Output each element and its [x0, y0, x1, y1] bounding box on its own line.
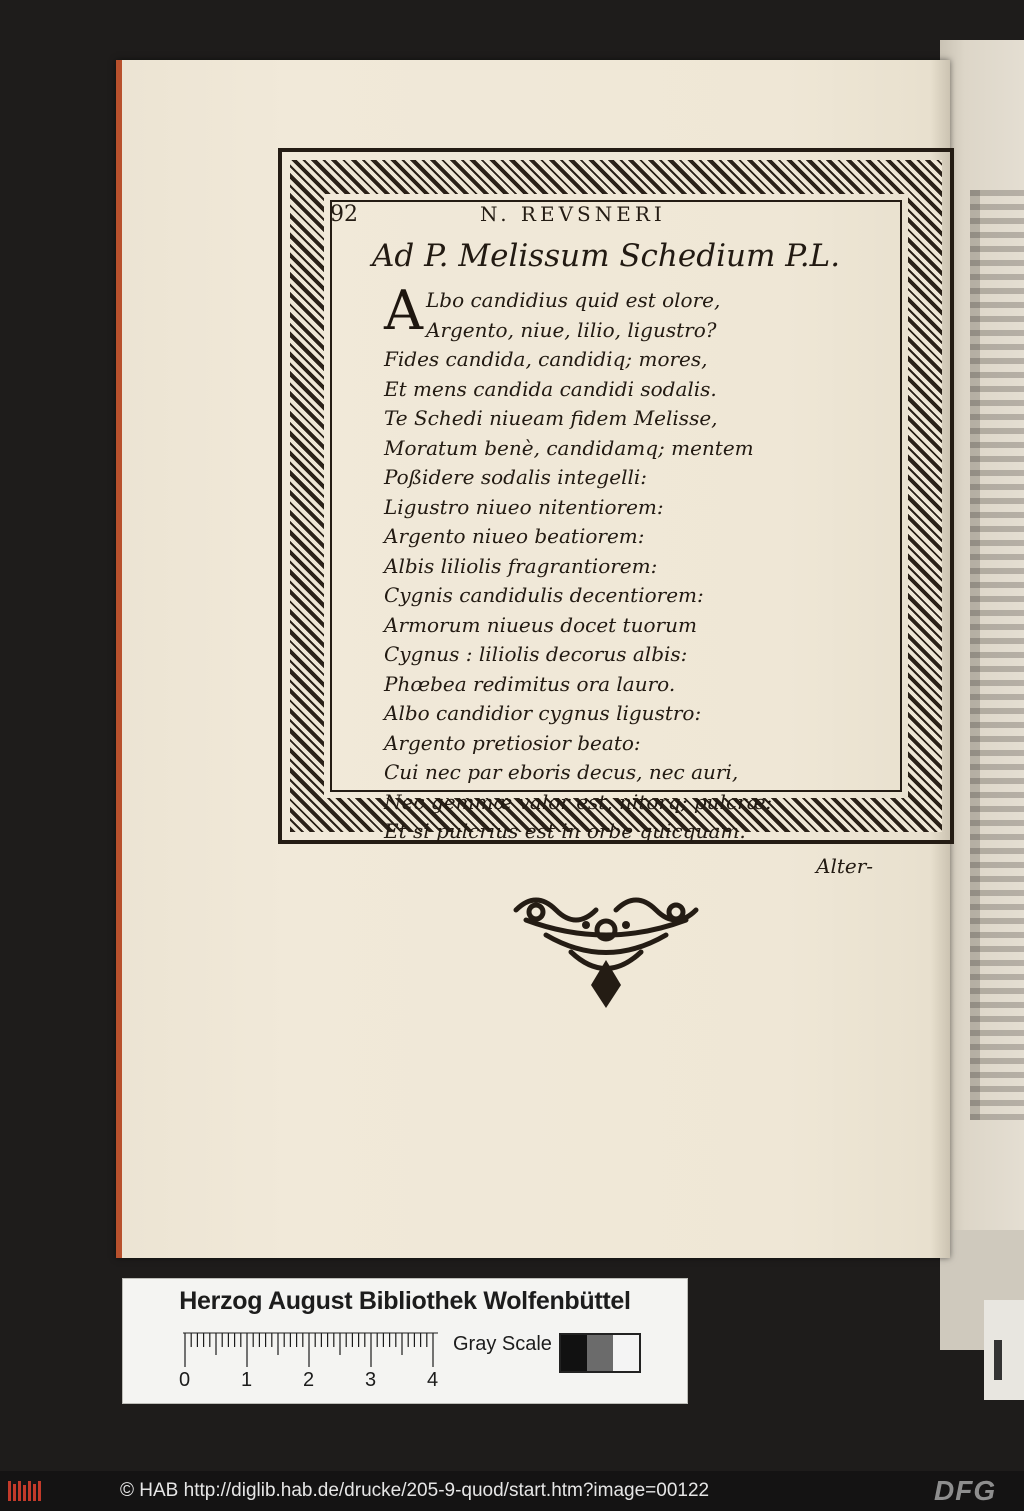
- poem-line: Et si pulcrius est in orbe quicquam.: [384, 819, 746, 843]
- page-header: [330, 202, 860, 232]
- catchword: Alter-: [816, 854, 874, 878]
- second-card-fragment: [984, 1300, 1024, 1400]
- poem-line: Ligustro niueo nitentiorem:: [384, 494, 664, 519]
- ruler-scale-icon: [183, 1331, 443, 1371]
- poem-line: Phœbea redimitus ora lauro.: [384, 671, 676, 696]
- drop-cap: A: [384, 279, 423, 342]
- running-head: N. REVSNERI: [480, 202, 666, 226]
- poem-line: Lbo candidius quid est olore,: [426, 288, 721, 312]
- poem-line: Argento niueo beatiorem:: [384, 524, 645, 548]
- ruler-number: 2: [303, 1369, 315, 1391]
- poem-line: Te Schedi niueam fidem Melisse,: [384, 406, 718, 430]
- gray-swatch-mid: [587, 1335, 613, 1371]
- book-page: [116, 60, 950, 1258]
- poem-line: Cygnus : liliolis decorus albis:: [384, 642, 688, 666]
- gray-scale-swatches: [559, 1333, 641, 1373]
- poem-line: Fides candida, candidiq; mores,: [384, 347, 708, 371]
- poem-line: Nec gemmæ valor est, nitorq; pulcræ:: [384, 789, 773, 814]
- poem-line: Argento pretiosior beato:: [384, 730, 641, 755]
- poem-title: Ad P. Melissum Schedium P.L.: [372, 238, 841, 274]
- copyright-url[interactable]: © HAB http://diglib.hab.de/drucke/205-9-quod/start.htm?image=00122: [120, 1480, 710, 1501]
- facing-page-ornament: [970, 190, 1024, 1120]
- poem-line: Et mens candida candidi sodalis.: [384, 376, 717, 401]
- gray-scale-label: Gray Scale: [453, 1333, 552, 1355]
- poem-line: Poßidere sodalis integelli:: [384, 465, 647, 489]
- page-number: 92: [330, 202, 358, 227]
- dfg-logo[interactable]: DFG: [934, 1475, 997, 1506]
- poem-line: Cui nec par eboris decus, nec auri,: [384, 760, 739, 784]
- tailpiece-ornament-icon: [506, 890, 706, 1010]
- card-fragment-mark: [994, 1340, 1002, 1380]
- gray-swatch-white: [613, 1335, 639, 1371]
- poem-line: Argento, niue, lilio, ligustro?: [426, 317, 717, 342]
- viewer-footer: [0, 1471, 1024, 1511]
- gray-swatch-black: [561, 1335, 587, 1371]
- ruler-number: 4: [427, 1369, 439, 1391]
- poem-line: Albo candidior cygnus ligustro:: [384, 701, 702, 725]
- poem-line: Moratum benè, candidamq; mentem: [384, 435, 754, 460]
- poem-line: Albis liliolis fragrantiorem:: [384, 553, 658, 578]
- card-title: Herzog August Bibliothek Wolfenbüttel: [179, 1287, 631, 1315]
- poem-line: Armorum niueus docet tuorum: [384, 612, 697, 637]
- ruler-number: 1: [241, 1369, 253, 1391]
- ruler-number: 0: [179, 1369, 191, 1391]
- calibration-card: [122, 1278, 688, 1404]
- hab-logo-icon[interactable]: [8, 1479, 44, 1503]
- poem-line: Cygnis candidulis decentiorem:: [384, 583, 704, 607]
- poem-body: [384, 279, 884, 847]
- ruler-number: 3: [365, 1369, 377, 1391]
